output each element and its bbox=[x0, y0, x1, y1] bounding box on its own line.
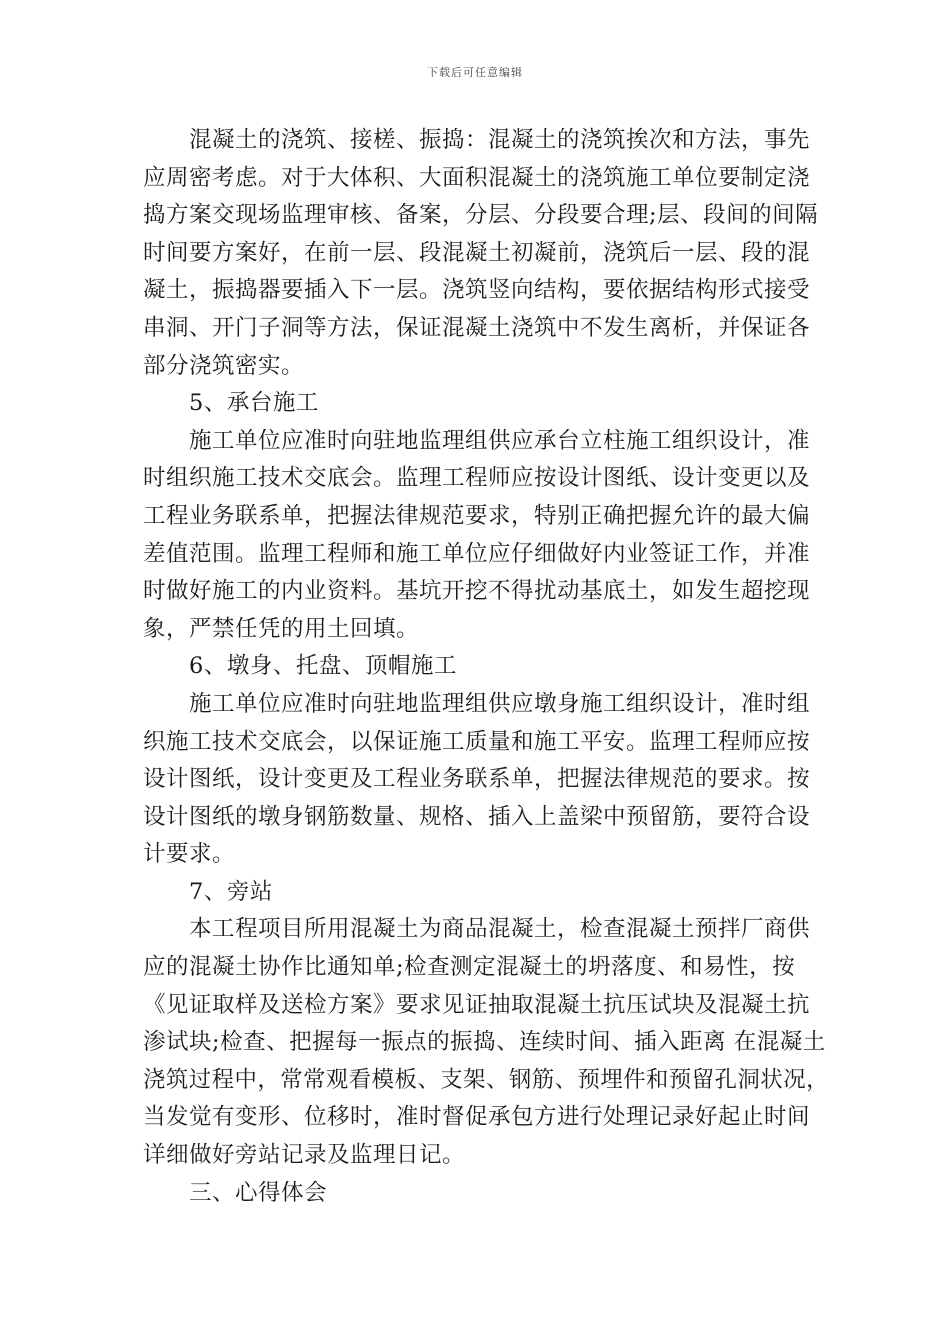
text-line: 设计图纸的墩身钢筋数量、规格、插入上盖梁中预留筋，要符合设 bbox=[143, 803, 811, 830]
document-body bbox=[143, 122, 829, 1212]
text-line: 时做好施工的内业资料。基坑开挖不得扰动基底土，如发生超挖现 bbox=[143, 578, 811, 605]
text-line: 6、墩身、托盘、顶帽施工 bbox=[189, 653, 457, 680]
text-line: 7、旁站 bbox=[189, 878, 273, 905]
text-line: 当发觉有变形、位移时，准时督促承包方进行处理记录好起止时间 bbox=[143, 1104, 811, 1131]
text-line: 应周密考虑。对于大体积、大面积混凝土的浇筑施工单位要制定浇 bbox=[143, 164, 811, 191]
text-line: 差值范围。监理工程师和施工单位应仔细做好内业签证工作，并准 bbox=[143, 540, 811, 567]
text-line: 串洞、开门子洞等方法，保证混凝土浇筑中不发生离析，并保证各 bbox=[143, 314, 811, 341]
text-line: 三、心得体会 bbox=[189, 1179, 328, 1206]
text-line: 象，严禁任凭的用土回填。 bbox=[143, 615, 420, 642]
text-line: 浇筑过程中，常常观看模板、支架、钢筋、预埋件和预留孔洞状况， bbox=[143, 1066, 829, 1093]
text-line: 混凝土的浇筑、接槎、振捣：混凝土的浇筑挨次和方法，事先 bbox=[189, 127, 811, 153]
text-line: 本工程项目所用混凝土为商品混凝土，检查混凝土预拌厂商供 bbox=[189, 916, 811, 943]
text-line: 设计图纸，设计变更及工程业务联系单，把握法律规范的要求。按 bbox=[143, 766, 811, 793]
text-line: 织施工技术交底会，以保证施工质量和施工平安。监理工程师应按 bbox=[143, 728, 811, 755]
text-line: 计要求。 bbox=[143, 841, 236, 868]
text-line: 部分浇筑密实。 bbox=[143, 352, 305, 379]
text-line: 捣方案交现场监理审核、备案，分层、分段要合理;层、段间的间隔 bbox=[143, 202, 819, 229]
text-line: 详细做好旁站记录及监理日记。 bbox=[143, 1142, 466, 1169]
text-line: 工程业务联系单，把握法律规范要求，特别正确把握允许的最大偏 bbox=[143, 502, 811, 529]
text-line: 施工单位应准时向驻地监理组供应承台立柱施工组织设计，准 bbox=[189, 427, 811, 454]
text-line: 时组织施工技术交底会。监理工程师应按设计图纸、设计变更以及 bbox=[143, 465, 811, 492]
text-line: 《见证取样及送检方案》要求见证抽取混凝土抗压试块及混凝土抗 bbox=[143, 991, 811, 1018]
text-line: 时间要方案好，在前一层、段混凝土初凝前，浇筑后一层、段的混 bbox=[143, 239, 811, 266]
text-line: 5、承台施工 bbox=[189, 390, 319, 417]
text-line: 凝土，振捣器要插入下一层。浇筑竖向结构，要依据结构形式接受 bbox=[143, 277, 811, 304]
text-line: 应的混凝土协作比通知单;检查测定混凝土的坍落度、和易性，按 bbox=[143, 954, 796, 981]
text-line: 渗试块;检查、把握每一振点的振捣、连续时间、插入距离 在混凝土 bbox=[143, 1029, 826, 1056]
page-header: 下载后可任意编辑 bbox=[427, 66, 523, 79]
text-line: 施工单位应准时向驻地监理组供应墩身施工组织设计，准时组 bbox=[189, 690, 811, 717]
